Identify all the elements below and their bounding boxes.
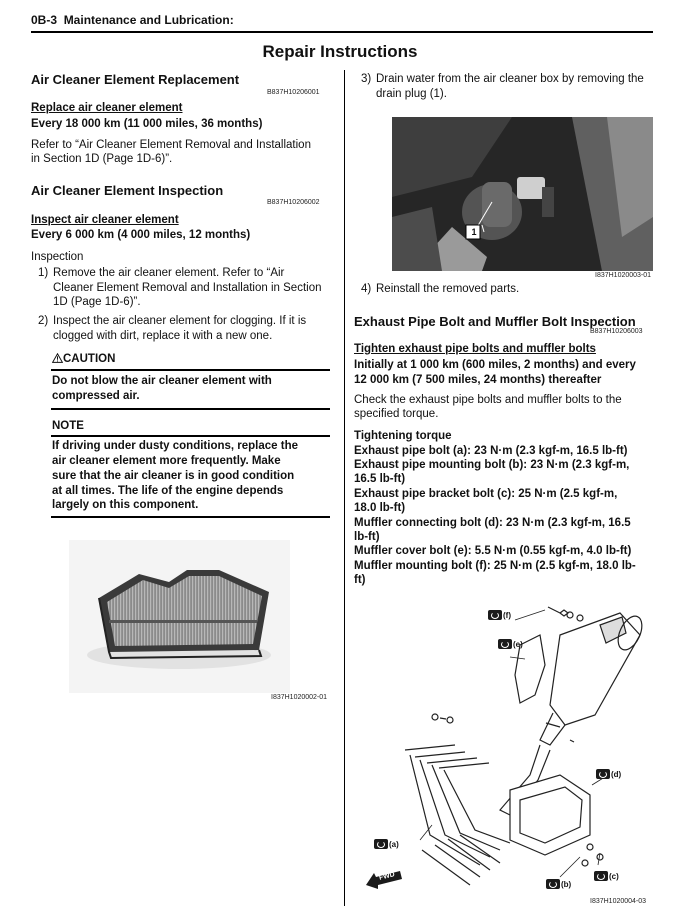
header-rule	[31, 31, 653, 33]
step-2-number: 2)	[38, 315, 49, 327]
s3-sub: Tighten exhaust pipe bolts and muffler bolts	[354, 343, 596, 355]
label-c: (c)	[609, 871, 619, 881]
note-line-5: largely on this component.	[52, 499, 199, 511]
step-4-number: 4)	[361, 283, 372, 295]
s3-interval-1: Initially at 1 000 km (600 miles, 2 months) and every	[354, 359, 636, 371]
step-1-line-2: Cleaner Element Removal and Installation in Section	[53, 281, 322, 294]
torque-c-1: Exhaust pipe bracket bolt (c): 25 N·m (2.5 kgf-m,	[354, 488, 618, 500]
step-2-line-1: Inspect the air cleaner element for clogging. If it is	[53, 315, 307, 327]
label-b: (b)	[561, 879, 572, 889]
s2-heading: Air Cleaner Element Inspection	[31, 183, 224, 198]
torque-title: Tightening torque	[354, 430, 452, 442]
s2-inspection: Inspection	[31, 251, 84, 263]
step-3-line-2: drain plug (1).	[376, 87, 447, 100]
note-line-2: air cleaner element more frequently. Make	[52, 455, 281, 467]
step-1	[38, 266, 338, 310]
caution-line-2: compressed air.	[52, 390, 140, 402]
torque-b-1: Exhaust pipe mounting bolt (b): 23 N·m (2.3 kgf-m,	[354, 459, 630, 471]
s1-code: B837H10206001	[267, 89, 320, 96]
s3-body-2: specified torque.	[354, 408, 439, 420]
drain-plug-photo	[392, 117, 653, 271]
warning-triangle-icon	[52, 353, 63, 363]
step-2-line-2: clogged with dirt, replace it with a new one.	[53, 329, 273, 342]
s1-interval: Every 18 000 km (11 000 miles, 36 months)	[31, 118, 263, 130]
fig-code-right-2: I837H1020004-03	[590, 898, 647, 905]
page-header	[31, 13, 234, 27]
step-3	[361, 72, 661, 102]
note-line-4: at all times. The life of the engine depends	[52, 485, 284, 497]
torque-label-d	[596, 769, 621, 779]
air-filter-photo	[69, 540, 290, 693]
fig-code-right-1: I837H1020003-01	[595, 272, 652, 279]
fwd-arrow	[364, 869, 404, 889]
note-line-1: If driving under dusty conditions, replace the	[52, 440, 299, 452]
torque-d-1: Muffler connecting bolt (d): 23 N·m (2.3 kgf-m, 16.5	[354, 517, 631, 529]
s2-sub: Inspect air cleaner element	[31, 214, 179, 226]
exhaust-diagram	[360, 595, 653, 895]
torque-wrench-icon	[488, 610, 502, 620]
s2-interval: Every 6 000 km (4 000 miles, 12 months)	[31, 229, 251, 241]
torque-label-b	[546, 879, 571, 889]
step-1-line-3: 1D (Page 1D-6)”.	[53, 296, 141, 308]
note-rule-top	[51, 435, 330, 437]
step-4	[361, 282, 651, 298]
s1-body-1: Refer to “Air Cleaner Element Removal and Installation	[31, 139, 311, 151]
torque-e: Muffler cover bolt (e): 5.5 N·m (0.55 kgf-m, 4.0 lb-ft)	[354, 545, 632, 557]
s2-code: B837H10206002	[267, 199, 320, 206]
note-label: NOTE	[52, 420, 84, 432]
caution-text: CAUTION	[63, 353, 116, 365]
s3-heading: Exhaust Pipe Bolt and Muffler Bolt Inspection	[354, 314, 636, 329]
s1-sub: Replace air cleaner element	[31, 102, 183, 114]
caution-rule-top	[51, 369, 330, 371]
torque-label-c	[594, 871, 619, 881]
step-1-number: 1)	[38, 267, 49, 279]
torque-wrench-icon	[594, 871, 608, 881]
s3-code: B837H10206003	[590, 328, 643, 335]
label-d: (d)	[611, 769, 622, 779]
torque-label-e	[498, 639, 523, 649]
note-rule-bottom	[51, 516, 330, 518]
torque-wrench-icon	[546, 879, 560, 889]
caution-label	[52, 353, 115, 365]
torque-wrench-icon	[498, 639, 512, 649]
step-1-line-1: Remove the air cleaner element. Refer to “Air	[53, 267, 285, 279]
torque-d-2: lb-ft)	[354, 531, 380, 543]
section-name: Maintenance and Lubrication:	[63, 13, 234, 27]
column-divider	[344, 70, 345, 906]
caution-rule-bottom	[51, 408, 330, 410]
torque-label-f	[488, 610, 511, 620]
s3-interval-2: 12 000 km (7 500 miles, 24 months) thereafter	[354, 374, 602, 386]
page-title: Repair Instructions	[262, 42, 418, 61]
torque-wrench-icon	[374, 839, 388, 849]
s1-heading: Air Cleaner Element Replacement	[31, 72, 240, 87]
step-2	[38, 314, 338, 344]
torque-c-2: 18.0 lb-ft)	[354, 502, 406, 514]
torque-f-2: ft)	[354, 574, 366, 586]
fig-code-left: I837H1020002-01	[271, 694, 328, 701]
step-3-number: 3)	[361, 73, 372, 85]
step-4-text: Reinstall the removed parts.	[376, 283, 520, 295]
torque-label-a	[374, 839, 399, 849]
s3-body-1: Check the exhaust pipe bolts and muffler bolts to the	[354, 394, 622, 406]
torque-a: Exhaust pipe bolt (a): 23 N·m (2.3 kgf-m, 16.5 lb-ft)	[354, 445, 628, 457]
caution-line-1: Do not blow the air cleaner element with	[52, 375, 272, 387]
torque-wrench-icon	[596, 769, 610, 779]
label-e: (e)	[513, 639, 523, 649]
step-3-line-1: Drain water from the air cleaner box by removing the	[376, 73, 644, 85]
note-line-3: sure that the air cleaner is in good condition	[52, 470, 295, 482]
drain-plug-callout: 1	[471, 227, 477, 237]
torque-b-2: 16.5 lb-ft)	[354, 473, 406, 485]
fwd-label: FWD	[378, 871, 396, 882]
s1-body-2: in Section 1D (Page 1D-6)”.	[31, 153, 173, 165]
label-f: (f)	[503, 610, 511, 620]
page-number: 0B-3	[31, 13, 58, 27]
torque-f-1: Muffler mounting bolt (f): 25 N·m (2.5 kgf-m, 18.0 lb-	[354, 560, 636, 572]
label-a: (a)	[389, 839, 399, 849]
